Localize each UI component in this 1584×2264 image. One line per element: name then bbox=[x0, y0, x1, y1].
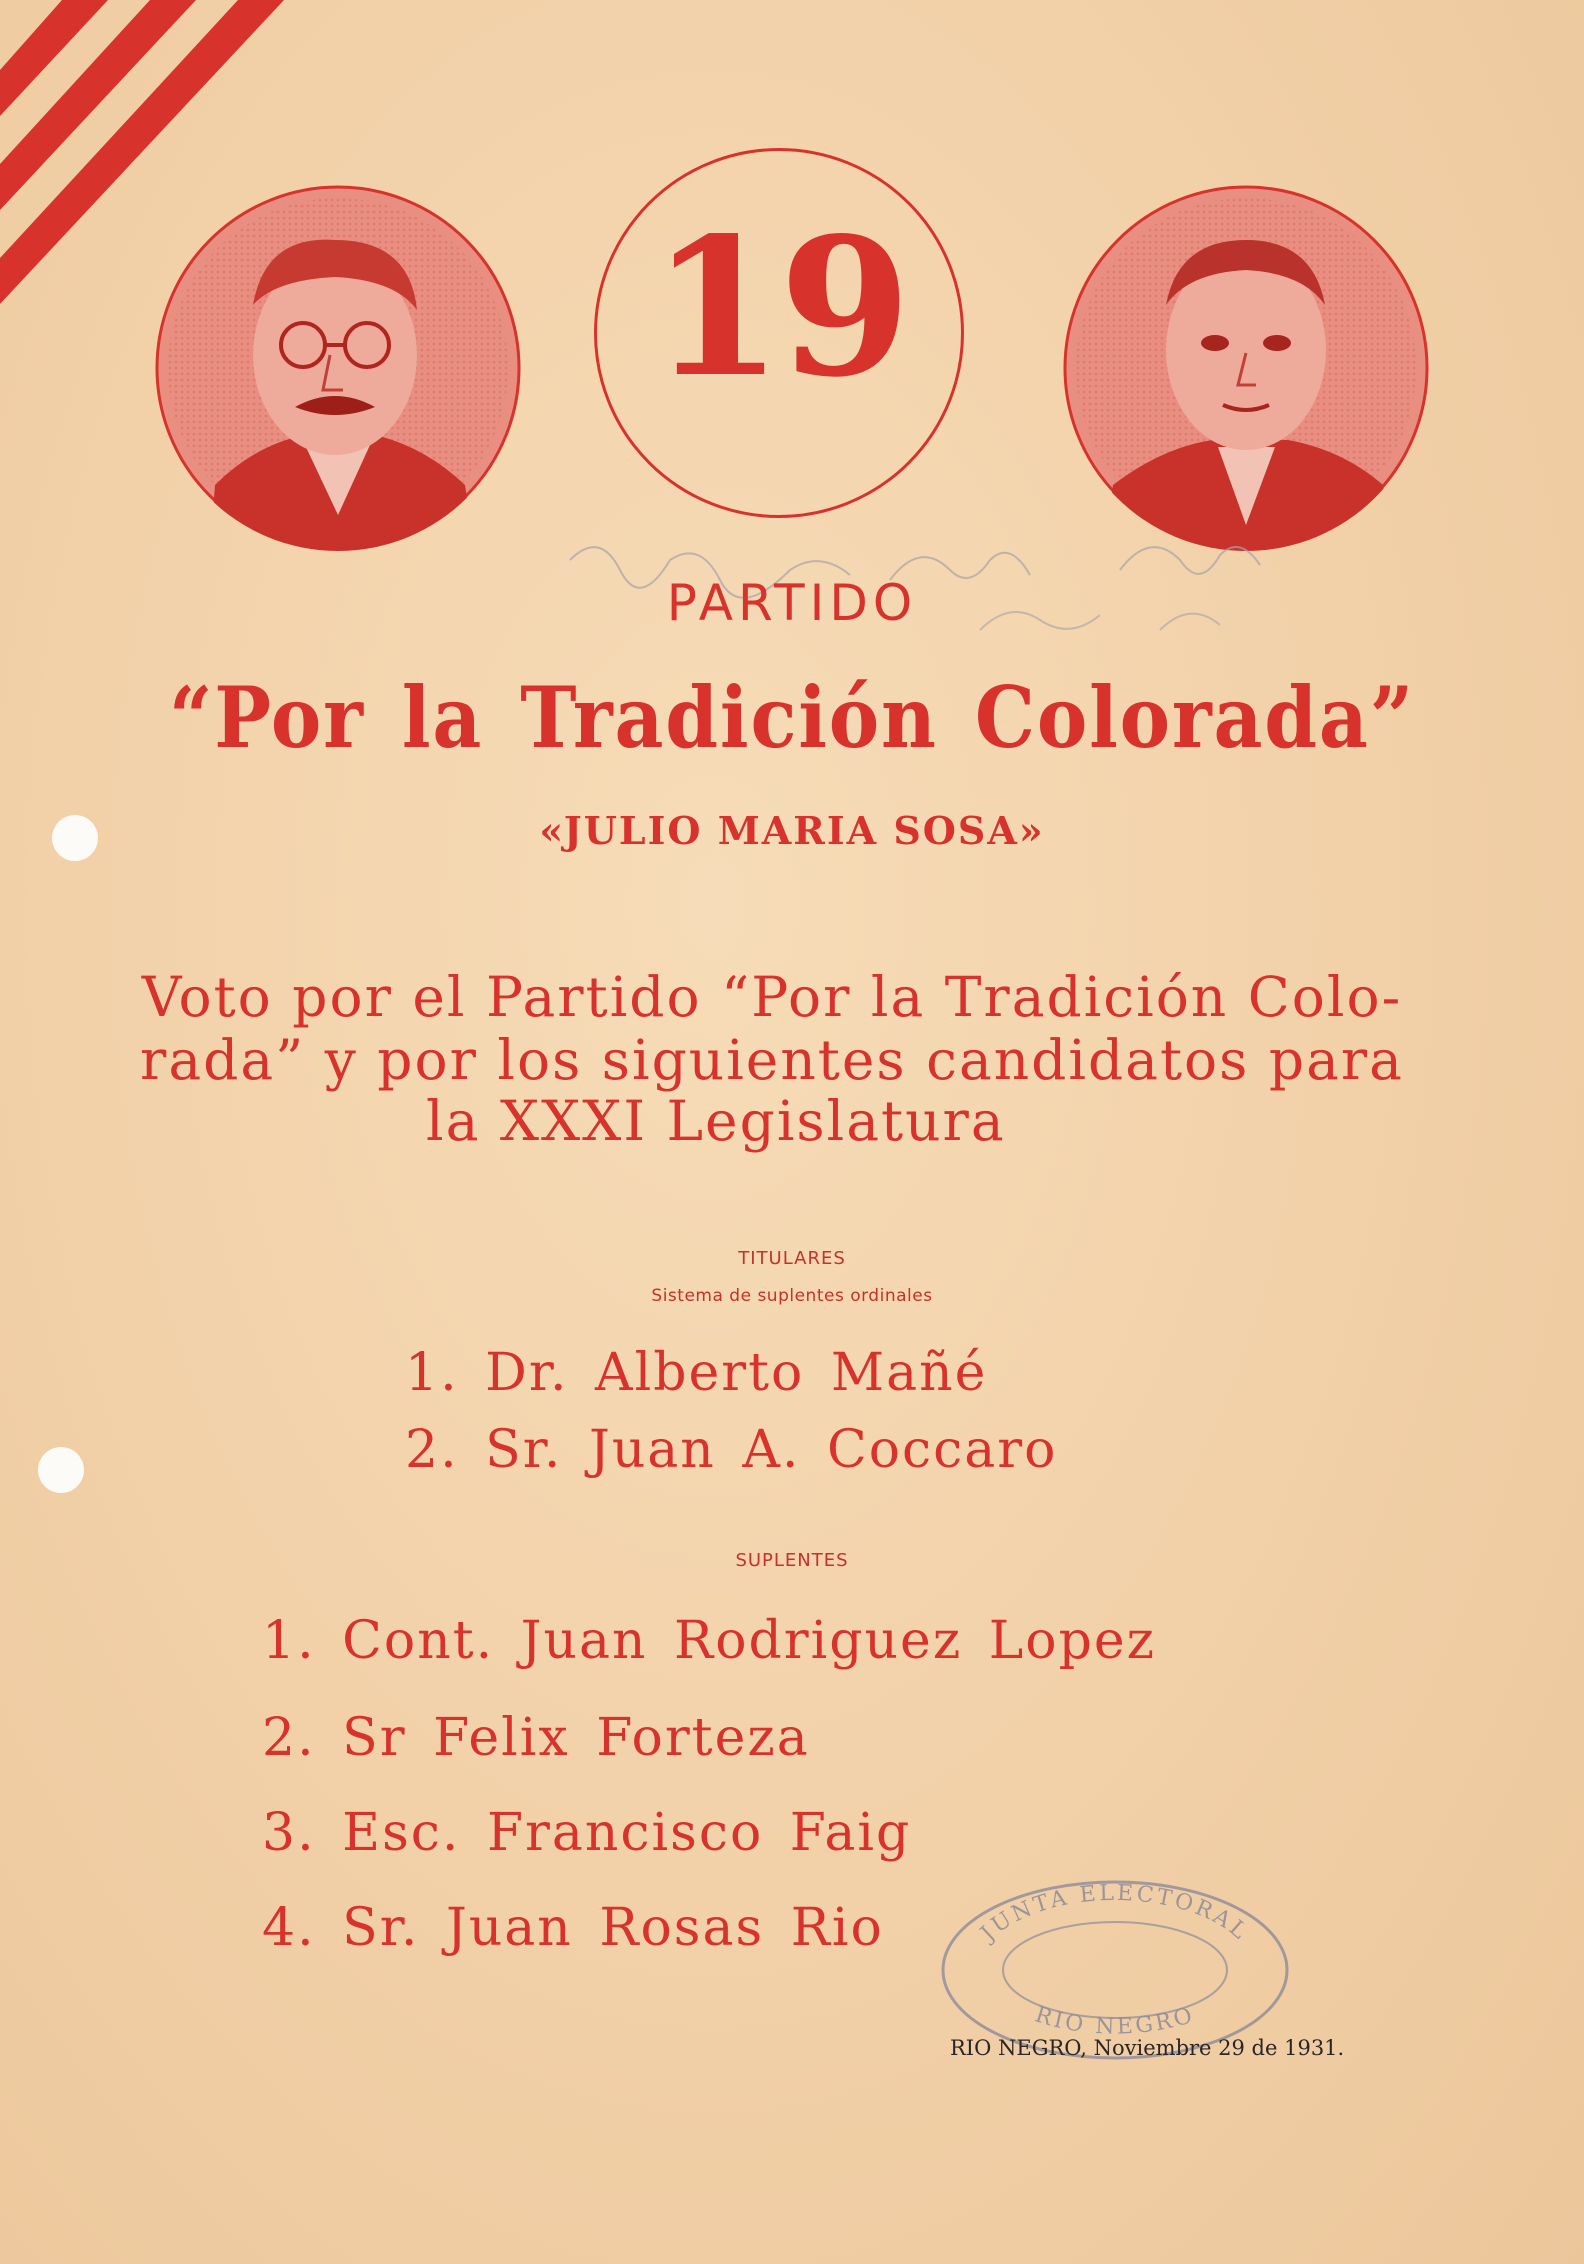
titular-item: 2. Sr. Juan A. Coccaro bbox=[405, 1420, 1058, 1480]
ballot-number-circle bbox=[594, 148, 964, 518]
ballot-number: 19 bbox=[650, 196, 908, 419]
suplente-item: 3. Esc. Francisco Faig bbox=[262, 1803, 912, 1863]
stamp-top-text: JUNTA ELECTORAL bbox=[976, 1880, 1254, 1947]
party-founder: «JULIO MARIA SOSA» bbox=[539, 808, 1045, 853]
punch-hole-bottom bbox=[38, 1447, 84, 1493]
partido-label: PARTIDO bbox=[666, 574, 918, 632]
party-name: “Por la Tradición Colorada” bbox=[168, 668, 1415, 767]
statement-line-3: la XXXI Legislatura bbox=[426, 1089, 1006, 1153]
svg-text:RIO NEGRO bbox=[1032, 2002, 1198, 2039]
candidate-portrait-right bbox=[1063, 185, 1429, 551]
statement-line-2: rada” y por los siguientes candidatos para bbox=[140, 1028, 1404, 1092]
suplentes-heading: SUPLENTES bbox=[735, 1550, 849, 1571]
candidate-portrait-left bbox=[155, 185, 521, 551]
titulares-heading: TITULARES bbox=[738, 1248, 846, 1269]
suplente-item: 1. Cont. Juan Rodriguez Lopez bbox=[262, 1611, 1157, 1671]
svg-text:JUNTA ELECTORAL bbox=[975, 1881, 1254, 1948]
suplente-item: 2. Sr Felix Forteza bbox=[262, 1708, 810, 1768]
titular-item: 1. Dr. Alberto Mañé bbox=[405, 1343, 988, 1403]
date-line: RIO NEGRO, Noviembre 29 de 1931. bbox=[950, 2036, 1345, 2060]
stamp-bottom-text: RIO NEGRO bbox=[1032, 2002, 1198, 2040]
titulares-subheading: Sistema de suplentes ordinales bbox=[651, 1286, 933, 1306]
electoral-stamp bbox=[935, 1870, 1295, 2060]
suplente-item: 4. Sr. Juan Rosas Rio bbox=[262, 1898, 884, 1958]
statement-line-1: Voto por el Partido “Por la Tradición Colo- bbox=[141, 965, 1403, 1029]
